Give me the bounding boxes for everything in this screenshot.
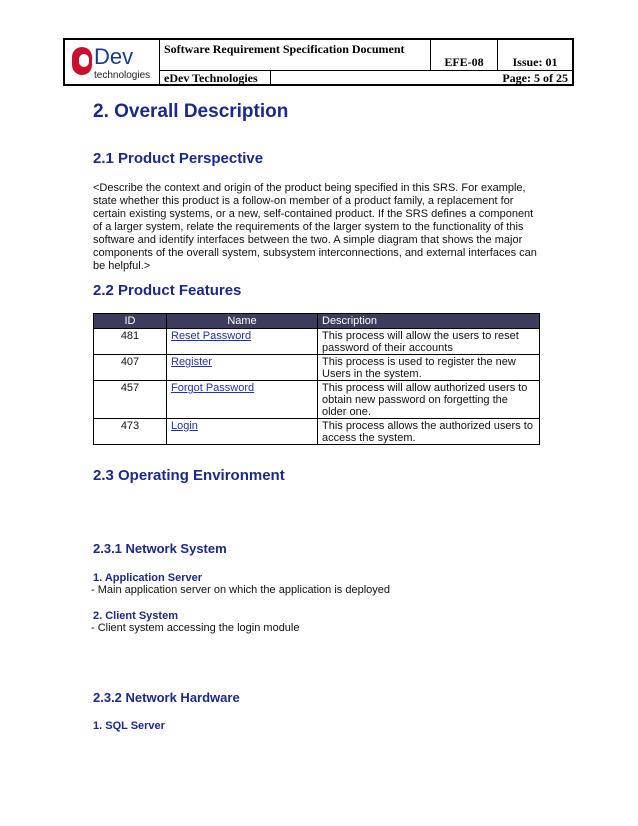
table-row (94, 329, 540, 355)
document-header (63, 38, 574, 86)
logo-subtext: technologies (94, 70, 151, 81)
document-title: Software Requirement Specification Document (164, 42, 405, 56)
product-perspective-text: <Describe the context and origin of the product being specified in this SRS. For example, state whether this product is a follow-on member of a product family, a replacement for certain existing systems, or a new, self-contained product. If the SRS defines a component of a larger system, relate the requirements of the larger system to the functionality of this software and identify interfaces between the two. A simple diagram that shows the major components of the overall system, subsystem interconnections, and external interfaces can be helpful.> (93, 182, 537, 272)
column-header-description: Description (318, 314, 540, 329)
column-header-id: ID (94, 314, 167, 329)
table-header-row (94, 314, 540, 329)
table-row (94, 381, 540, 419)
page-number: Page: 5 of 25 (497, 70, 572, 84)
feature-link-register[interactable]: Register (171, 356, 212, 368)
company-name: eDev Technologies (160, 70, 270, 84)
item-desc-client-system: - Client system accessing the login module (91, 622, 300, 634)
document-code: EFE-08 (430, 40, 497, 70)
column-header-name: Name (167, 314, 318, 329)
feature-id: 481 (94, 329, 167, 355)
company-logo (65, 40, 160, 84)
feature-description: This process allows the authorized users to access the system. (318, 419, 540, 445)
feature-link-reset-password[interactable]: Reset Password (171, 330, 252, 342)
features-table (93, 313, 540, 445)
feature-description: This process will allow the users to reset password of their accounts (318, 329, 540, 355)
subsection-title-product-features: 2.2 Product Features (93, 282, 242, 299)
header-blank-cell (270, 70, 497, 84)
logo-text: Dev (94, 44, 134, 69)
feature-description: This process is used to register the new Users in the system. (318, 355, 540, 381)
issue-number: Issue: 01 (497, 40, 572, 70)
subsection-title-operating-environment: 2.3 Operating Environment (93, 467, 285, 484)
section-title: 2. Overall Description (93, 101, 289, 122)
subsection-title-network-system: 2.3.1 Network System (93, 541, 227, 556)
item-title-application-server: 1. Application Server (93, 572, 203, 584)
feature-id: 473 (94, 419, 167, 445)
table-row (94, 355, 540, 381)
item-title-client-system: 2. Client System (93, 610, 178, 622)
feature-id: 407 (94, 355, 167, 381)
feature-description: This process will allow authorized users to obtain new password on forgetting the older one. (318, 381, 540, 419)
table-row (94, 419, 540, 445)
feature-link-forgot-password[interactable]: Forgot Password (171, 382, 255, 394)
item-title-sql-server: 1. SQL Server (93, 720, 165, 732)
subsection-title-network-hardware: 2.3.2 Network Hardware (93, 690, 240, 705)
logo-e-icon (72, 47, 92, 75)
feature-id: 457 (94, 381, 167, 419)
subsection-title-product-perspective: 2.1 Product Perspective (93, 150, 264, 167)
feature-link-login[interactable]: Login (171, 420, 198, 432)
item-desc-application-server: - Main application server on which the application is deployed (91, 584, 391, 596)
